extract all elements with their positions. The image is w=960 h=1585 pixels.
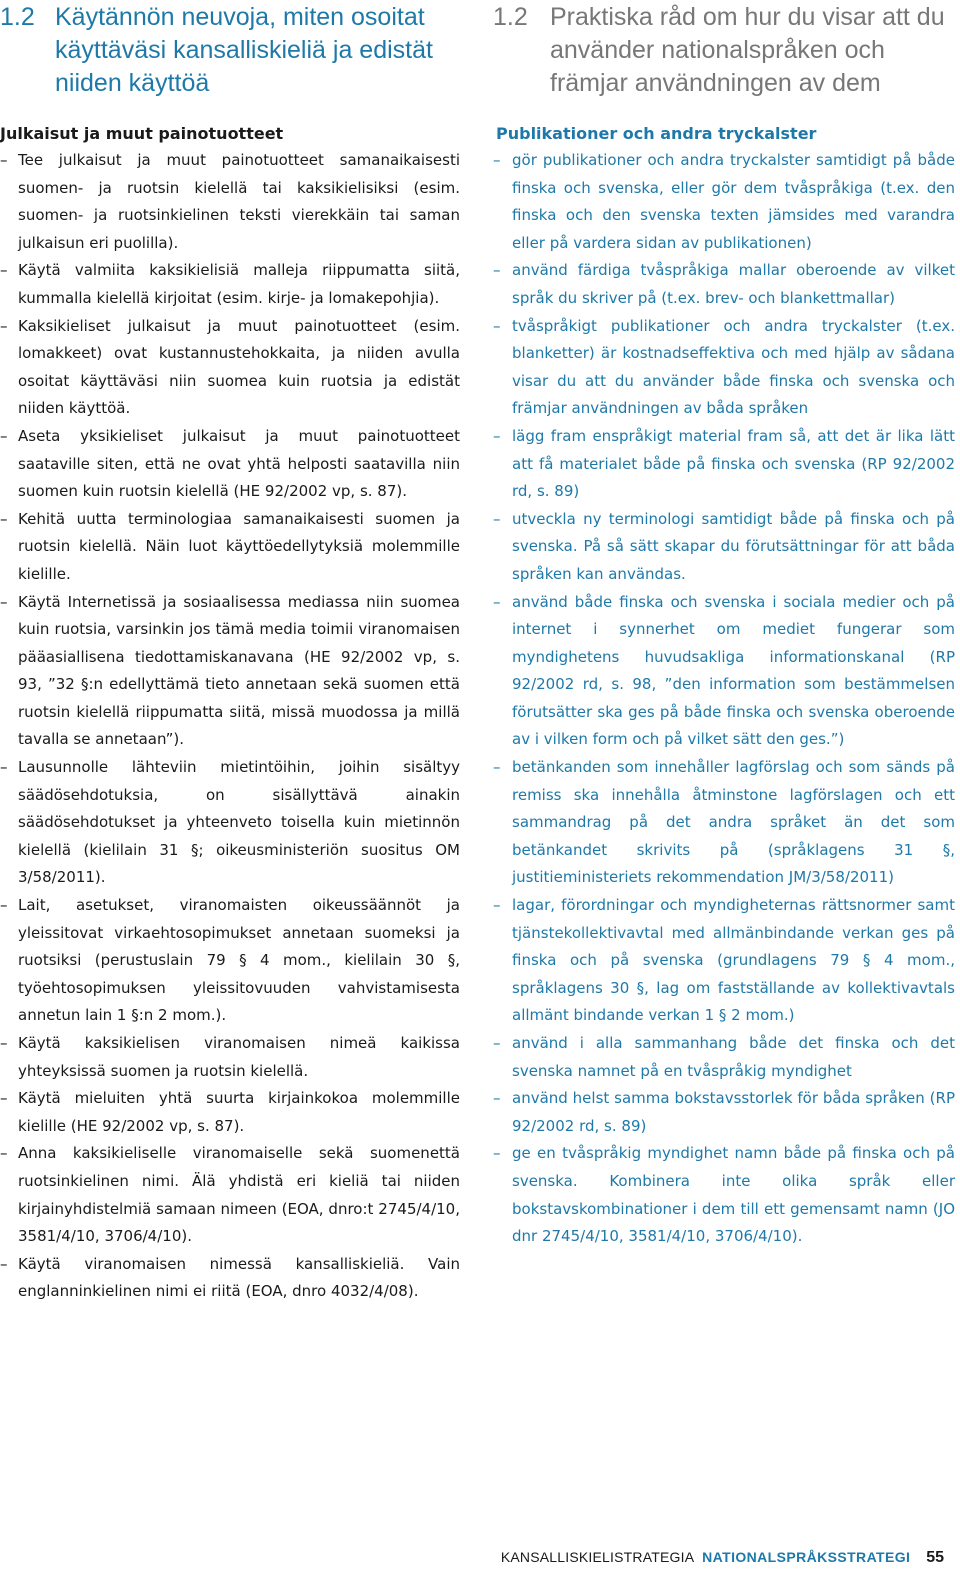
dash-bullet-icon (493, 1030, 501, 1058)
list-item-text: använd både finska och svenska i sociala medier och på internet i synnerhet om mediet fungerar som myndighetens huvudsakliga informationskanal (RP 92/2002 rd, s. 98, ”den information som bestämmelsen förutsätter ska ges på både finska och svenska oberoende av i vilken form och på vilket sätt den ges.”) (512, 592, 955, 749)
finnish-column (0, 0, 460, 1306)
list-item (0, 754, 460, 892)
swedish-heading-number: 1.2 (493, 3, 528, 31)
dash-bullet-icon (493, 754, 501, 782)
list-item-text: ge en tvåspråkig myndighet namn både på finska och på svenska. Kombinera inte olika språk eller bokstavskombinationer i dem till ett gemensamt namn (JO dnr 2745/4/10, 3581/4/10, 3706/4/10). (512, 1144, 955, 1246)
footer-finnish-title: KANSALLISKIELISTRATEGIA (500, 1549, 695, 1565)
list-item-text: Lausunnolle lähteviin mietintöihin, joihin sisältyy säädösehdotuksia, on sisällyttävä ainakin säädösehdotukset ja yhteenveto toisella kuin mietinnön kielellä (kielilain 31 §; oikeusministeriön suositus OM 3/58/2011). (18, 758, 460, 887)
swedish-heading-text: Praktiska råd om hur du visar att du använder nationalspråken och främjar användningen av dem (550, 3, 945, 97)
swedish-bullet-list (493, 147, 955, 1251)
list-item-text: Lait, asetukset, viranomaisten oikeussäännöt ja yleissitovat virkaehtosopimukset annetaan suomeksi ja ruotsiksi (perustuslain 79 § 4 mom., kielilain 30 §, työehtosopimuksen yleissitovuuden vahvistamisesta annetun lain 1 §:n 2 mom.). (18, 896, 460, 1025)
list-item (493, 892, 955, 1030)
list-item (493, 506, 955, 589)
dash-bullet-icon (493, 1140, 501, 1168)
list-item (493, 1085, 955, 1140)
list-item (493, 754, 955, 892)
dash-bullet-icon (493, 1085, 501, 1113)
footer-swedish-title: NATIONALSPRÅKSSTRATEGI (702, 1549, 911, 1565)
list-item (0, 423, 460, 506)
swedish-column (493, 0, 955, 1251)
finnish-bullet-list (0, 147, 460, 1306)
dash-bullet-icon (0, 1085, 8, 1113)
list-item (493, 1030, 955, 1085)
dash-bullet-icon (0, 1030, 8, 1058)
dash-bullet-icon (493, 423, 501, 451)
list-item (0, 1030, 460, 1085)
page-number: 55 (926, 1549, 944, 1566)
dash-bullet-icon (493, 892, 501, 920)
dash-bullet-icon (0, 1251, 8, 1279)
list-item (0, 589, 460, 755)
dash-bullet-icon (493, 147, 501, 175)
list-item (0, 313, 460, 423)
list-item-text: utveckla ny terminologi samtidigt både på finska och på svenska. På så sätt skapar du förutsättningar för att båda språken kan användas. (512, 509, 955, 583)
dash-bullet-icon (493, 506, 501, 534)
list-item-text: använd helst samma bokstavsstorlek för båda språken (RP 92/2002 rd, s. 89) (512, 1089, 955, 1135)
list-item-text: betänkanden som innehåller lagförslag och som sänds på remiss ska innehålla åtminstone lagförslagen och ett sammandrag på det andra språket än det som betänkandet skrivits på (språklagens 31 §, justitieministeriets rekommendation JM/3/58/2011) (512, 758, 955, 887)
list-item (493, 147, 955, 257)
list-item (0, 506, 460, 589)
list-item (0, 1251, 460, 1306)
finnish-section-heading (0, 1, 460, 100)
list-item-text: tvåspråkigt publikationer och andra tryckalster (t.ex. blanketter) är kostnadseffektiva och med hjälp av sådana visar du att du använder både finska och svenska och främjar användningen av båda språken (512, 316, 955, 418)
finnish-subheading: Julkaisut ja muut painotuotteet (0, 124, 284, 143)
dash-bullet-icon (0, 589, 8, 617)
dash-bullet-icon (0, 257, 8, 285)
list-item-text: Käytä valmiita kaksikielisiä malleja riippumatta siitä, kummalla kielellä kirjoitat (esim. kirje- ja lomakepohjia). (18, 261, 460, 307)
dash-bullet-icon (0, 892, 8, 920)
dash-bullet-icon (0, 423, 8, 451)
list-item (493, 589, 955, 755)
list-item-text: lagar, förordningar och myndigheternas rättsnormer samt tjänstekollektivavtal med allmänbindande verkan ges på finska och på svenska (grundlagens 79 § 4 mom., språklagens 30 §, lag om fastställande av kollektivavtals allmänt bindande verkan 1 § 2 mom.) (512, 896, 955, 1025)
dash-bullet-icon (0, 506, 8, 534)
finnish-heading-number: 1.2 (0, 3, 35, 31)
list-item (0, 1140, 460, 1250)
page-footer (501, 1548, 944, 1567)
list-item (0, 147, 460, 257)
list-item-text: Anna kaksikieliselle viranomaiselle sekä suomenettä ruotsinkielinen nimi. Älä yhdistä eri kieliä tai niiden kirjainyhdistelmiä samaan nimeen (EOA, dnro:t 2745/4/10, 3581/4/10, 3706/4/10). (18, 1144, 460, 1246)
dash-bullet-icon (493, 313, 501, 341)
dash-bullet-icon (0, 147, 8, 175)
list-item (0, 257, 460, 312)
dash-bullet-icon (0, 313, 8, 341)
list-item-text: Käytä kaksikielisen viranomaisen nimeä kaikissa yhteyksissä suomen ja ruotsin kielellä. (18, 1034, 460, 1080)
list-item-text: använd i alla sammanhang både det finska och det svenska namnet på en tvåspråkig myndighet (512, 1034, 955, 1080)
list-item-text: Käytä Internetissä ja sosiaalisessa mediassa niin suomea kuin ruotsia, varsinkin jos tämä media toimii viranomaisen pääasiallisena tiedottamiskanavana (HE 92/2002 vp, s. 93, ”32 §:n edellyttämä tieto annetaan sekä suomen että ruotsin kielellä riippumatta siitä, missä muodossa ja millä tavalla se annetaan”). (18, 592, 460, 749)
list-item-text: Käytä viranomaisen nimessä kansalliskieliä. Vain englanninkielinen nimi ei riitä (EOA, dnro 4032/4/08). (18, 1254, 460, 1301)
list-item-text: Käytä mieluiten yhtä suurta kirjainkokoa molemmille kielille (HE 92/2002 vp, s. 87). (18, 1089, 460, 1135)
list-item (493, 1140, 955, 1250)
dash-bullet-icon (0, 754, 8, 782)
swedish-subheading: Publikationer och andra tryckalster (496, 124, 817, 143)
list-item (493, 423, 955, 506)
list-item-text: Aseta yksikieliset julkaisut ja muut painotuotteet saataville siten, että ne ovat yhtä helposti saatavilla niin suomen kuin ruotsin kielellä (HE 92/2002 vp, s. 87). (18, 426, 460, 501)
list-item (493, 313, 955, 423)
dash-bullet-icon (0, 1140, 8, 1168)
list-item-text: använd färdiga tvåspråkiga mallar oberoende av vilket språk du skriver på (t.ex. brev- och blankettmallar) (512, 261, 955, 307)
dash-bullet-icon (493, 589, 501, 617)
list-item (493, 257, 955, 312)
list-item-text: Tee julkaisut ja muut painotuotteet samanaikaisesti suomen- ja ruotsin kielellä tai kaksikielisiksi (esim. suomen- ja ruotsinkielinen teksti vierekkäin tai saman julkaisun eri puolilla). (18, 151, 460, 252)
list-item (0, 1085, 460, 1140)
dash-bullet-icon (493, 257, 501, 285)
list-item-text: gör publikationer och andra tryckalster samtidigt på både finska och svenska, eller gör dem tvåspråkiga (t.ex. den finska och den svenska texten jämsides med varandra eller på vardera sidan av publikationen) (512, 151, 955, 252)
list-item-text: Kehitä uutta terminologiaa samanaikaisesti suomen ja ruotsin kielellä. Näin luot käyttöedellytyksiä molemmille kielille. (18, 509, 460, 583)
swedish-section-heading (493, 1, 955, 100)
list-item-text: Kaksikieliset julkaisut ja muut painotuotteet (esim. lomakkeet) ovat kustannustehokkaita, ja niiden avulla osoitat käyttäväsi niin suomea kuin ruotsia ja edistät niiden käyttöä. (18, 316, 460, 418)
finnish-heading-text: Käytännön neuvoja, miten osoitat käyttäväsi kansalliskieliä ja edistät niiden käyttöä (55, 3, 433, 97)
list-item-text: lägg fram enspråkigt material fram så, att det är lika lätt att få materialet både på finska och svenska (RP 92/2002 rd, s. 89) (512, 426, 955, 501)
list-item (0, 892, 460, 1030)
